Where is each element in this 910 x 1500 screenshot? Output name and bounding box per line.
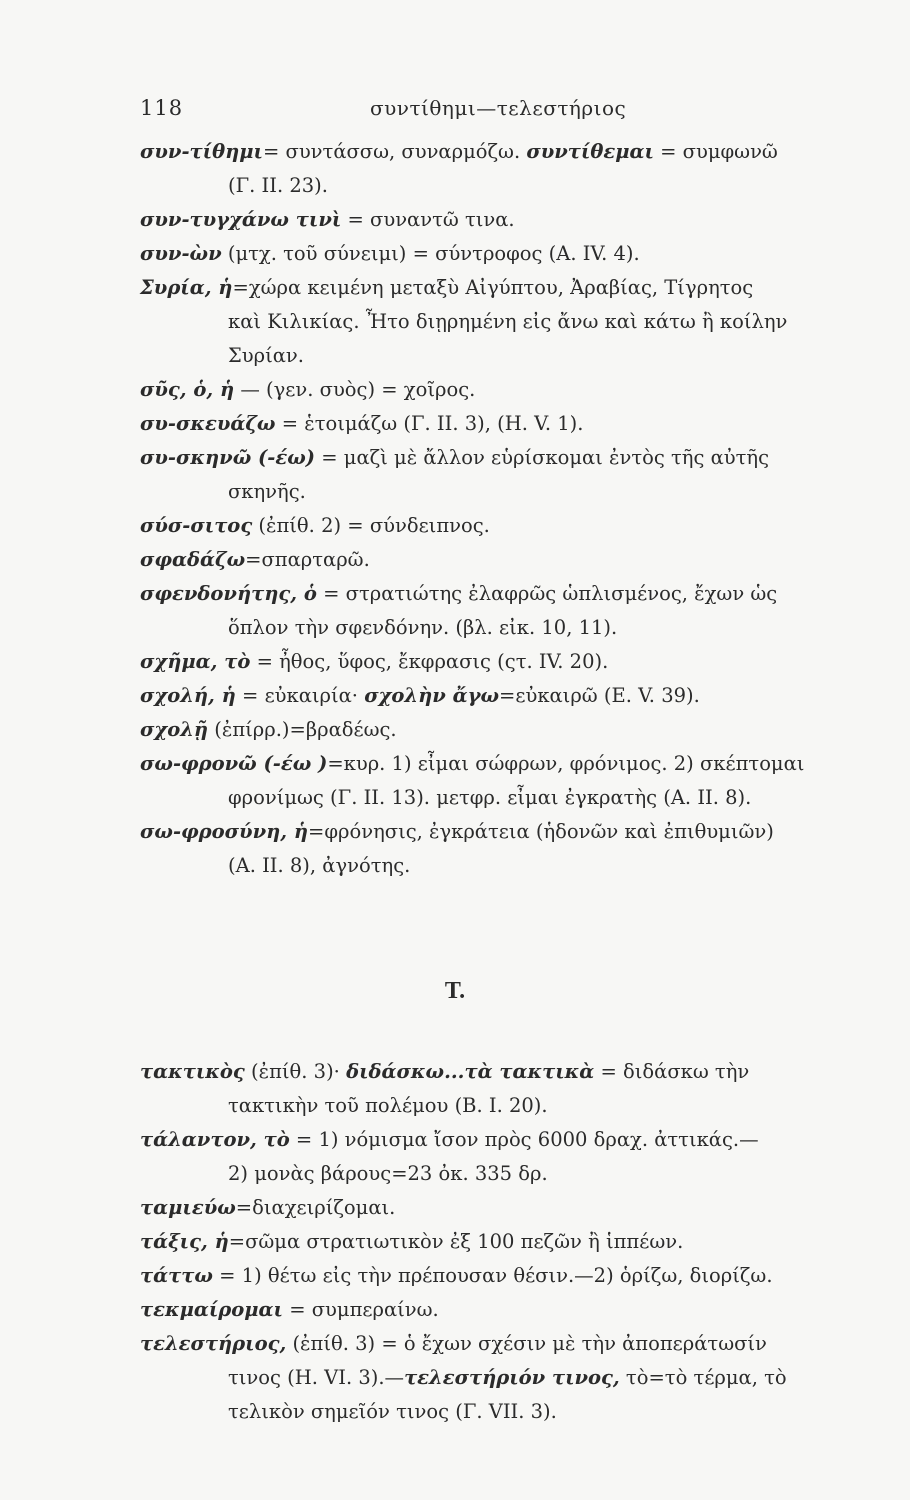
- dictionary-entry: [140, 679, 890, 713]
- definition-text: (ἐπίθ. 3) = ὁ ἔχων σχέσιν μὲ τὴν ἀποπεράτωσίν: [286, 1332, 767, 1355]
- definition-text: (ἐπίρρ.)=βραδέως.: [208, 718, 397, 741]
- entry-line: [140, 446, 769, 469]
- headword: συν-τίθημι: [140, 140, 263, 163]
- definition-text: = συναντῶ τινα.: [341, 208, 515, 231]
- definition-text: 2) μονὰς βάρους=23 ὀκ. 335 δρ.: [228, 1162, 548, 1185]
- dictionary-entry: [140, 1259, 890, 1293]
- definition-text: — (γεν. συὸς) = χοῖρος.: [234, 378, 476, 401]
- definition-text: = ἦθος, ὕφος, ἔκφρασις (ςτ. IV. 20).: [250, 650, 609, 673]
- headword: σφαδάζω: [140, 548, 246, 571]
- dictionary-entry: [140, 271, 890, 373]
- entry-line: [140, 514, 490, 537]
- entry-line: [140, 1298, 439, 1321]
- headword: τελεστήριόν τινος,: [404, 1366, 620, 1389]
- definition-text: (μτχ. τοῦ σύνειμι) = σύντροφος (Α. IV. 4).: [221, 242, 640, 265]
- headword: συντίθεμαι: [526, 140, 654, 163]
- headword: συ-σκηνῶ (-έω): [140, 446, 316, 469]
- entry-continuation-line: [140, 475, 890, 509]
- definition-text: φρονίμως (Γ. II. 13). μετφρ. εἶμαι ἐγκρατὴς (Α. II. 8).: [228, 786, 752, 809]
- dictionary-entry: [140, 815, 890, 883]
- headword: συν-ὼν: [140, 242, 222, 265]
- entry-line: [140, 1332, 767, 1355]
- entry-line: [140, 1196, 395, 1219]
- dictionary-entry: [140, 747, 890, 815]
- definition-text: =σπαρταρῶ.: [245, 548, 370, 571]
- definition-text: ὅπλον τὴν σφενδόνην. (βλ. εἰκ. 10, 11).: [228, 616, 618, 639]
- definition-text: = 1) θέτω εἰς τὴν πρέπουσαν θέσιν.—2) ὁρίζω, διορίζω.: [212, 1264, 773, 1287]
- entry-continuation-line: [140, 305, 890, 339]
- entry-line: [140, 650, 608, 673]
- dictionary-entry: [140, 1055, 890, 1123]
- headword: συ-σκευάζω: [140, 412, 276, 435]
- entry-line: [140, 1230, 683, 1253]
- entry-line: [140, 1264, 773, 1287]
- definition-text: (Α. II. 8), ἀγνότης.: [228, 854, 411, 877]
- headword: διδάσκω...τὰ τακτικὰ: [346, 1060, 595, 1083]
- headword: τάξις, ἡ: [140, 1230, 229, 1253]
- entry-line: [140, 1060, 749, 1083]
- entry-continuation-line: [140, 339, 890, 373]
- definition-text: = μαζὶ μὲ ἄλλον εὑρίσκομαι ἐντὸς τῆς αὐτῆς: [315, 446, 769, 469]
- dictionary-entry: [140, 713, 890, 747]
- definition-text: τακτικὴν τοῦ πολέμου (Β. I. 20).: [228, 1094, 548, 1117]
- entry-line: [140, 378, 475, 401]
- definition-text: = διδάσκω τὴν: [594, 1060, 750, 1083]
- dictionary-entry: [140, 577, 890, 645]
- definition-text: (ἐπίθ. 2) = σύνδειπνος.: [252, 514, 490, 537]
- dictionary-entry: [140, 1225, 890, 1259]
- entry-line: [140, 684, 700, 707]
- definition-text: = ἑτοιμάζω (Γ. II. 3), (Η. V. 1).: [275, 412, 584, 435]
- definition-text: = συντάσσω, συναρμόζω.: [262, 140, 527, 163]
- dictionary-entry: [140, 1327, 890, 1429]
- headword: σχολῇ: [140, 718, 209, 741]
- entry-continuation-line: [140, 169, 890, 203]
- definition-text: = 1) νόμισμα ἴσον πρὸς 6000 δραχ. ἀττικάς.—: [289, 1128, 759, 1151]
- entry-continuation-line: [140, 781, 890, 815]
- definition-text: =εὐκαιρῶ (Ε. V. 39).: [499, 684, 700, 707]
- dictionary-entry: [140, 645, 890, 679]
- entry-line: [140, 548, 370, 571]
- page-header: [140, 96, 840, 126]
- headword: σχολή, ἡ: [140, 684, 236, 707]
- definition-text: =διαχειρίζομαι.: [235, 1196, 396, 1219]
- definition-text: = συμφωνῶ: [653, 140, 778, 163]
- headword: σφενδονήτης, ὁ: [140, 582, 317, 605]
- definition-text: τελικὸν σημεῖόν τινος (Γ. VII. 3).: [228, 1400, 557, 1423]
- section-sigma-entries: [140, 135, 890, 883]
- entry-line: [140, 140, 778, 163]
- entry-line: [140, 718, 397, 741]
- definition-text: Συρίαν.: [228, 344, 304, 367]
- definition-text: =κυρ. 1) εἶμαι σώφρων, φρόνιμος. 2) σκέπτομαι: [327, 752, 805, 775]
- dictionary-entry: [140, 1191, 890, 1225]
- entry-continuation-line: [140, 849, 890, 883]
- headword: Συρία, ἡ: [140, 276, 233, 299]
- headword: σω-φρονῶ (-έω ): [140, 752, 328, 775]
- entry-continuation-line: [140, 1395, 890, 1429]
- dictionary-entry: [140, 1123, 890, 1191]
- dictionary-entry: [140, 1293, 890, 1327]
- headword: τάττω: [140, 1264, 213, 1287]
- definition-text: = στρατιώτης ἐλαφρῶς ὡπλισμένος, ἔχων ὡς: [316, 582, 778, 605]
- headword: τεκμαίρομαι: [140, 1298, 283, 1321]
- page-number: 118: [140, 96, 184, 120]
- entry-continuation-line: [140, 1089, 890, 1123]
- letter-heading-tau: Τ.: [444, 978, 466, 1004]
- headword: τελεστήριος,: [140, 1332, 287, 1355]
- dictionary-entry: [140, 237, 890, 271]
- headword: σῦς, ὁ, ἡ: [140, 378, 235, 401]
- dictionary-entry: [140, 441, 890, 509]
- definition-text: τὸ=τὸ τέρμα, τὸ: [619, 1366, 787, 1389]
- definition-text: =φρόνησις, ἐγκράτεια (ἡδονῶν καὶ ἐπιθυμιῶν): [308, 820, 774, 843]
- entry-line: [140, 752, 804, 775]
- entry-line: [140, 1128, 759, 1151]
- definition-text: σκηνῆς.: [228, 480, 306, 503]
- definition-text: =σῶμα στρατιωτικὸν ἐξ 100 πεζῶν ἢ ἱππέων.: [228, 1230, 684, 1253]
- entry-line: [140, 242, 640, 265]
- dictionary-entry: [140, 407, 890, 441]
- dictionary-entry: [140, 373, 890, 407]
- dictionary-entry: [140, 543, 890, 577]
- definition-text: (Γ. II. 23).: [228, 174, 328, 197]
- headword: τάλαντον, τὸ: [140, 1128, 290, 1151]
- entry-line: [140, 582, 777, 605]
- dictionary-entry: [140, 509, 890, 543]
- section-tau-entries: [140, 1055, 890, 1429]
- dictionary-entry: [140, 135, 890, 203]
- headword: σχῆμα, τὸ: [140, 650, 251, 673]
- definition-text: = συμπεραίνω.: [283, 1298, 439, 1321]
- headword: συν-τυγχάνω τινὶ: [140, 208, 342, 231]
- entry-line: [140, 412, 583, 435]
- entry-line: [140, 820, 774, 843]
- headword: σχολὴν ἄγω: [364, 684, 500, 707]
- definition-text: τινος (Η. VI. 3).—: [228, 1366, 405, 1389]
- definition-text: = εὐκαιρία·: [235, 684, 365, 707]
- entry-continuation-line: [140, 611, 890, 645]
- definition-text: =χώρα κειμένη μεταξὺ Αἰγύπτου, Ἀραβίας, Τίγρητος: [232, 276, 754, 299]
- entry-line: [140, 208, 515, 231]
- headword: τακτικὸς: [140, 1060, 245, 1083]
- dictionary-entry: [140, 203, 890, 237]
- definition-text: (ἐπίθ. 3)·: [244, 1060, 347, 1083]
- entry-continuation-line: [140, 1157, 890, 1191]
- definition-text: καὶ Κιλικίας. Ἦτο διῃρημένη εἰς ἄνω καὶ κάτω ἢ κοίλην: [228, 310, 788, 333]
- headword: ταμιεύω: [140, 1196, 236, 1219]
- running-head: συντίθημι—τελεστήριος: [370, 96, 627, 120]
- entry-continuation-line: [140, 1361, 890, 1395]
- headword: σω-φροσύνη, ἡ: [140, 820, 309, 843]
- headword: σύσ-σιτος: [140, 514, 253, 537]
- entry-line: [140, 276, 753, 299]
